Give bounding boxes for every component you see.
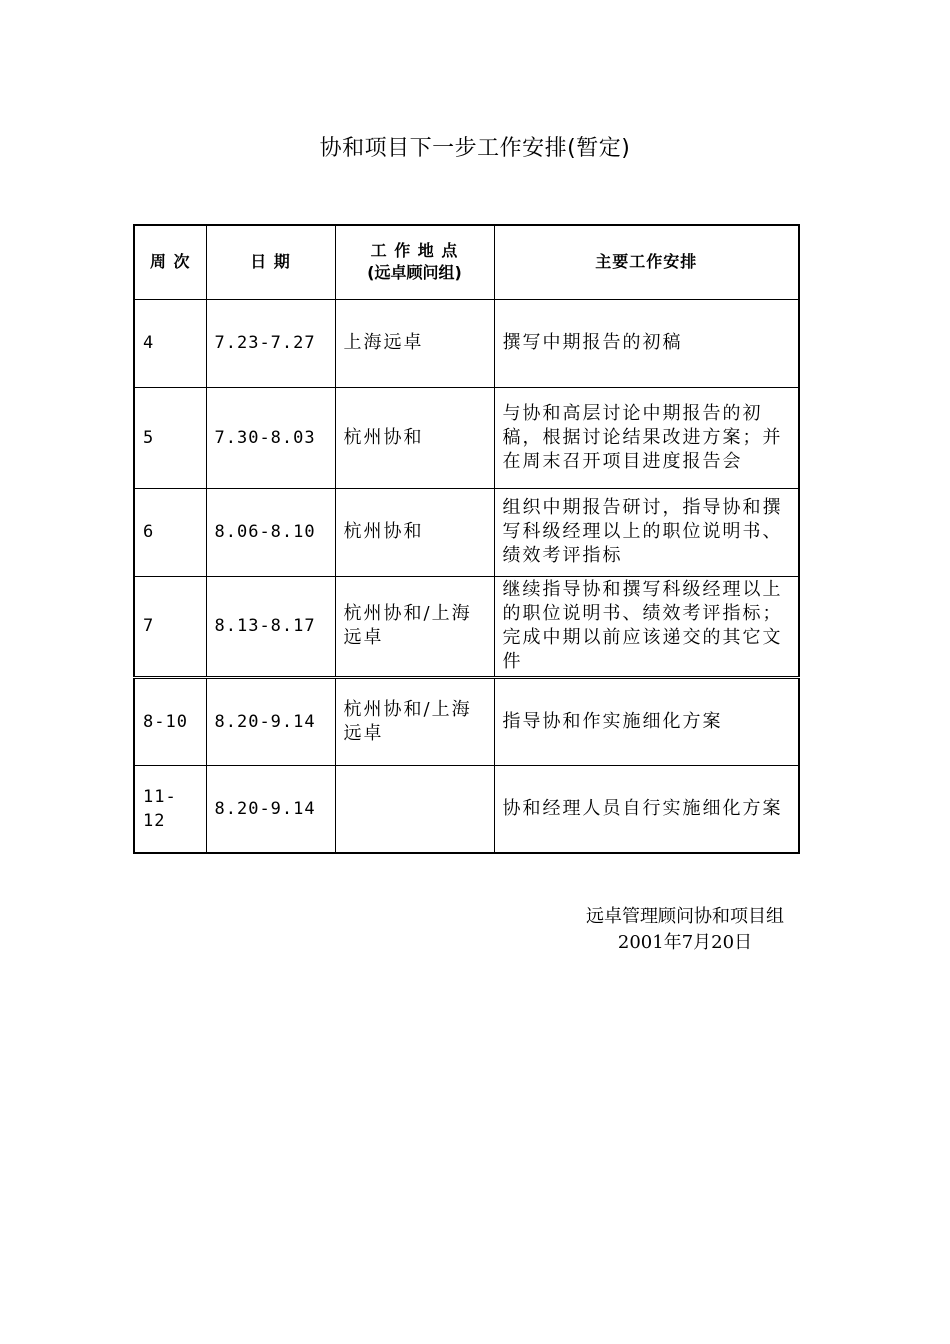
header-date: 日 期: [206, 225, 335, 299]
table-row: [134, 576, 799, 677]
document-title: 协和项目下一步工作安排(暂定): [319, 136, 631, 161]
cell-week: 11-12: [134, 765, 206, 853]
cell-week: 6: [134, 488, 206, 576]
table-row: [134, 488, 799, 576]
header-week: 周 次: [134, 225, 206, 299]
cell-week: 5: [134, 387, 206, 488]
cell-date: 7.30-8.03: [206, 387, 335, 488]
cell-location: 杭州协和/上海远卓: [335, 677, 494, 765]
cell-date: 8.06-8.10: [206, 488, 335, 576]
cell-date: 8.13-8.17: [206, 576, 335, 677]
cell-date: 7.23-7.27: [206, 299, 335, 387]
cell-week: 4: [134, 299, 206, 387]
header-tasks: 主要工作安排: [494, 225, 799, 299]
cell-location: 杭州协和: [335, 387, 494, 488]
table-row: [134, 387, 799, 488]
cell-task: 组织中期报告研讨，指导协和撰写科级经理以上的职位说明书、绩效考评指标: [494, 488, 799, 576]
table-row: [134, 677, 799, 765]
cell-task: 与协和高层讨论中期报告的初稿，根据讨论结果改进方案；并在周末召开项目进度报告会: [494, 387, 799, 488]
cell-location: 上海远卓: [335, 299, 494, 387]
cell-location: 杭州协和/上海远卓: [335, 576, 494, 677]
table-header-row: [134, 225, 799, 299]
cell-task: 指导协和作实施细化方案: [494, 677, 799, 765]
cell-location: [335, 765, 494, 853]
cell-date: 8.20-9.14: [206, 765, 335, 853]
cell-task: 协和经理人员自行实施细化方案: [494, 765, 799, 853]
cell-week: 7: [134, 576, 206, 677]
header-location-sub: (远卓顾问组): [367, 263, 462, 283]
header-location-label: 工 作 地 点: [370, 241, 459, 261]
footer-org: 远卓管理顾问协和项目组: [586, 906, 784, 927]
table-row: [134, 765, 799, 853]
table-row: [134, 299, 799, 387]
cell-task: 继续指导协和撰写科级经理以上的职位说明书、绩效考评指标；完成中期以前应该递交的其它文件: [494, 576, 799, 677]
signature-block: [540, 904, 830, 956]
cell-task: 撰写中期报告的初稿: [494, 299, 799, 387]
cell-location: 杭州协和: [335, 488, 494, 576]
cell-date: 8.20-9.14: [206, 677, 335, 765]
schedule-table: [133, 224, 800, 854]
footer-date: 2001年7月20日: [617, 932, 753, 953]
header-location: [335, 225, 494, 299]
cell-week: 8-10: [134, 677, 206, 765]
